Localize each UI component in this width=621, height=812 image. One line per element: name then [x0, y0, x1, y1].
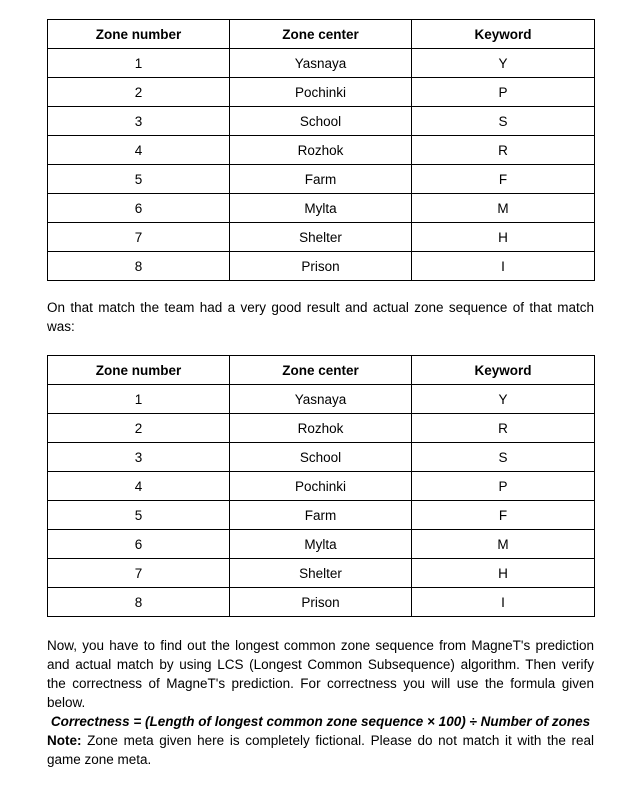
header-zone-center: Zone center: [230, 20, 412, 49]
actual-table: [47, 355, 595, 617]
cell-zone-number: 4: [48, 136, 230, 165]
cell-zone-number: 8: [48, 588, 230, 617]
cell-zone-center: Yasnaya: [230, 49, 412, 78]
cell-zone-center: Pochinki: [230, 78, 412, 107]
cell-zone-center: Farm: [230, 501, 412, 530]
cell-keyword: R: [412, 414, 595, 443]
cell-zone-center: Mylta: [230, 194, 412, 223]
table-row: [48, 194, 595, 223]
cell-keyword: F: [412, 501, 595, 530]
cell-keyword: P: [412, 78, 595, 107]
cell-keyword: H: [412, 223, 595, 252]
header-zone-center: Zone center: [230, 356, 412, 385]
cell-zone-number: 6: [48, 530, 230, 559]
cell-keyword: I: [412, 252, 595, 281]
cell-zone-center: Prison: [230, 588, 412, 617]
table-row: [48, 559, 595, 588]
intro-paragraph: On that match the team had a very good result and actual zone sequence of that match was:: [47, 300, 594, 334]
cell-keyword: S: [412, 443, 595, 472]
cell-keyword: F: [412, 165, 595, 194]
cell-zone-number: 7: [48, 223, 230, 252]
cell-zone-center: Yasnaya: [230, 385, 412, 414]
cell-zone-number: 3: [48, 443, 230, 472]
header-keyword: Keyword: [412, 20, 595, 49]
table-row: [48, 472, 595, 501]
header-zone-number: Zone number: [48, 356, 230, 385]
cell-zone-number: 2: [48, 414, 230, 443]
note-paragraph: [47, 731, 594, 769]
cell-zone-center: Farm: [230, 165, 412, 194]
prediction-table: [47, 19, 595, 281]
cell-zone-center: Rozhok: [230, 136, 412, 165]
document-page: [47, 19, 594, 769]
note-label: Note:: [47, 733, 82, 748]
cell-zone-center: Shelter: [230, 559, 412, 588]
correctness-formula: Correctness = (Length of longest common zone sequence × 100) ÷ Number of zones: [50, 714, 591, 729]
cell-zone-number: 1: [48, 49, 230, 78]
table-row: [48, 107, 595, 136]
cell-zone-center: Pochinki: [230, 472, 412, 501]
table-row: [48, 136, 595, 165]
cell-zone-number: 4: [48, 472, 230, 501]
table-row: [48, 223, 595, 252]
table-row: [48, 165, 595, 194]
table-header-row: [48, 20, 595, 49]
table-row: [48, 385, 595, 414]
instructions-paragraph: Now, you have to find out the longest common zone sequence from MagneT's prediction and actual match by using LCS (Longest Common Subsequence) algorithm. Then verify the correctness of MagneT's prediction. For correctness you will use the formula given below.: [47, 638, 594, 710]
table-header-row: [48, 356, 595, 385]
cell-keyword: H: [412, 559, 595, 588]
cell-zone-number: 3: [48, 107, 230, 136]
cell-keyword: I: [412, 588, 595, 617]
cell-zone-center: School: [230, 107, 412, 136]
cell-zone-number: 5: [48, 501, 230, 530]
cell-zone-number: 1: [48, 385, 230, 414]
cell-zone-center: Prison: [230, 252, 412, 281]
table-row: [48, 588, 595, 617]
note-text: Zone meta given here is completely fictional. Please do not match it with the real game zone meta.: [47, 733, 594, 767]
table-row: [48, 252, 595, 281]
cell-keyword: S: [412, 107, 595, 136]
table-row: [48, 530, 595, 559]
table-row: [48, 49, 595, 78]
cell-zone-number: 7: [48, 559, 230, 588]
header-zone-number: Zone number: [48, 20, 230, 49]
cell-keyword: Y: [412, 385, 595, 414]
table-row: [48, 78, 595, 107]
table-row: [48, 501, 595, 530]
cell-keyword: M: [412, 530, 595, 559]
cell-keyword: M: [412, 194, 595, 223]
cell-keyword: P: [412, 472, 595, 501]
cell-zone-number: 6: [48, 194, 230, 223]
cell-keyword: Y: [412, 49, 595, 78]
table-row: [48, 414, 595, 443]
cell-zone-number: 5: [48, 165, 230, 194]
cell-keyword: R: [412, 136, 595, 165]
cell-zone-center: Shelter: [230, 223, 412, 252]
cell-zone-number: 8: [48, 252, 230, 281]
cell-zone-center: Rozhok: [230, 414, 412, 443]
cell-zone-number: 2: [48, 78, 230, 107]
cell-zone-center: Mylta: [230, 530, 412, 559]
cell-zone-center: School: [230, 443, 412, 472]
table-row: [48, 443, 595, 472]
header-keyword: Keyword: [412, 356, 595, 385]
